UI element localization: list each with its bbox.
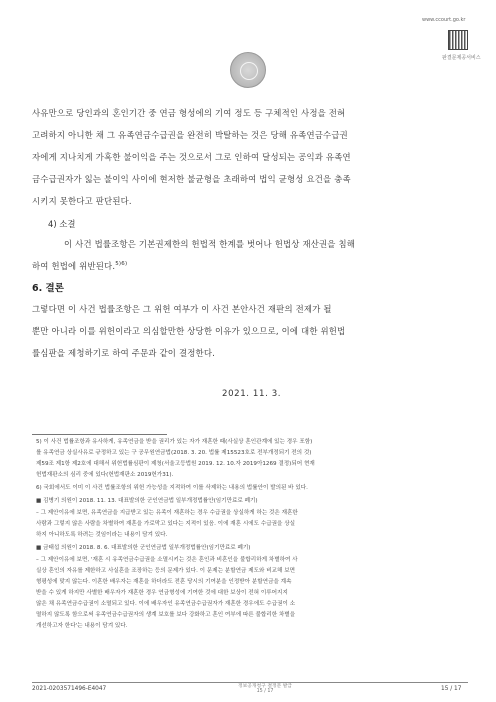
footnote-line: 를 유족연금 상실사유로 규정하고 있는 구 공무원연금법(2018. 3. 20. 법률 제15523호로 전부개정되기 전의 것) [36, 450, 312, 456]
site-url: www.ccourt.go.kr [422, 17, 466, 23]
footnote-line: 멸하지 않도록 함으로써 유족연금수급권자의 생계 보호를 보다 강화하고 혼인 여부에 따른 불합리한 차별을 [36, 612, 296, 618]
body-line: 사유만으로 당인과의 혼인기간 중 연금 형성에의 기여 정도 등 구체적인 사정을 전혀 [32, 108, 346, 118]
page-number: 15 / 17 [441, 686, 462, 692]
footnote-marker: 5)6) [115, 261, 128, 268]
footnote-line: – 그 제안이유에 보면, 유족연금을 지급받고 있는 유족이 재혼하는 경우 수급권을 상실하게 하는 것은 재혼한 [36, 510, 298, 516]
footnote-line: 개선하고자 한다'는 내용이 담겨 있다. [36, 623, 128, 629]
body-line: 률심판을 제청하기로 하여 주문과 같이 결정한다. [32, 348, 215, 358]
footnote-line: 않은 채 유족연금수급권이 소멸되고 있다. 이에 배우자인 유족연금수급권자가 재혼한 경우에도 수급권이 소 [36, 601, 296, 607]
footnote-line: 6) 국회에서도 이미 이 사건 법률조항의 위헌 가능성을 지적하여 이를 삭제하는 내용의 법률안이 발의된 바 있다. [36, 485, 308, 491]
issue-stamp-text: 정보공개청구 결정문 발급 [238, 684, 293, 689]
qr-caption: 판결문제공서비스 [442, 55, 481, 61]
footnote-line: ■ 김병기 의원이 2018. 11. 13. 대표발의한 군인연금법 일부개정법률안(임기만료로 폐기) [36, 498, 258, 504]
decision-date: 2021. 11. 3. [222, 389, 282, 399]
footnote-line: 제59조 제1항 제2호에 대해서 위헌법률심판이 제청(서울고등법원 2019. 12. 10.자 2019아1269 결정)되어 현재 [36, 461, 315, 467]
footnote-line: 하지 아니하도록 하려는 것임이라는 내용이 담겨 있다. [36, 532, 168, 538]
footnote-line: 받을 수 있게 하지만 사별한 배우자가 재혼한 경우 연금형성에 기여한 것에 대한 보상이 전혀 이루어지지 [36, 590, 288, 596]
footnote-line: – 그 제안이유에 보면, '재혼 시 유족연금수급권을 소멸시키는 것은 혼인과 비혼인을 불합리하게 차별하여 사 [36, 557, 298, 563]
body-line: 시키지 못한다고 판단된다. [32, 196, 132, 206]
issue-stamp-page: 15 / 17 [256, 689, 274, 695]
body-line: 이 사건 법률조항은 기본권제한의 헌법적 한계를 벗어나 헌법상 재산권을 침해 [64, 239, 356, 249]
issue-stamp [238, 684, 292, 695]
body-line: 뿐만 아니라 이를 위헌이라고 의심할만한 상당한 이유가 있으므로, 이에 대한 위헌법 [32, 326, 346, 336]
footnote-line: ■ 금태섭 의원이 2018. 8. 6. 대표발의한 군인연금법 일부개정법률안(임기만료로 폐기) [36, 545, 251, 551]
footer-divider [32, 682, 468, 683]
footnote-line: 실상 혼인의 자유를 제한하고 사실혼을 조장하는 등의 문제가 있다. 이 문제는 분할연금 제도와 비교해 보면 [36, 568, 296, 574]
body-line: 하여 헌법에 위반된다.$^{5)6)}$ [32, 261, 128, 271]
body-line: 그렇다면 이 사건 법률조항은 그 위헌 여부가 이 사건 본안사건 재판의 전제가 될 [32, 304, 332, 314]
qr-code-icon [448, 30, 468, 50]
subsection-title: 4) 소결 [48, 219, 76, 229]
footnote-line: 5) 이 사건 법률조항과 유사하게, 유족연금을 받을 권리가 있는 자가 재혼한 때(사실상 혼인관계에 있는 경우 포함) [36, 439, 313, 445]
section-title: 6. 결론 [32, 283, 64, 294]
footnote-divider [32, 434, 167, 435]
footnote-line: 헌법재판소의 심리 중에 있다(헌법재판소 2019헌가31). [36, 472, 174, 478]
body-line: 금수급권자가 잃는 불이익 사이에 현저한 불균형을 초래하여 법익 균형성 요건을 충족 [32, 174, 351, 184]
body-line: 고려하지 아니한 채 그 유족연금수급권을 완전히 박탈하는 것은 당해 유족연금수급권 [32, 130, 348, 140]
footnote-line: 형평성에 맞지 않는다. 이혼한 배우자는 재혼을 하더라도 전혼 당시의 기여분을 인정받아 분할연금을 계속 [36, 579, 292, 585]
body-line: 자에게 지나치게 가혹한 불이익을 주는 것으로서 그로 인하여 달성되는 공익과 유족연 [32, 152, 351, 162]
document-id: 2021-0203571496-E4047 [32, 686, 107, 692]
footnote-line: 사람과 그렇지 않은 사람을 차별하여 재혼을 가로막고 있다는 지적이 있음. 이에 재혼 시에도 수급권을 상실 [36, 521, 296, 527]
court-seal-icon [230, 52, 266, 88]
